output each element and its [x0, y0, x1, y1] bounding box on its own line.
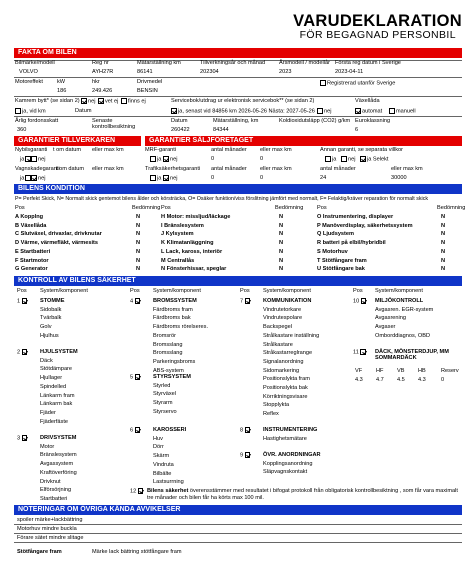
notering-line-2: Motorhuv mindre buckla — [17, 526, 77, 532]
group-11-num — [353, 349, 367, 356]
document-title: VARUDEKLARATION — [293, 12, 462, 30]
vagn-nej-label: nej — [38, 175, 46, 182]
annan-ja-label: ja — [332, 156, 337, 163]
kontroll-col-sys-2: System/komponent — [153, 288, 201, 294]
label-bilmarke: Bilmärke/modell — [15, 60, 55, 66]
system-component: Strålkastare — [263, 341, 293, 348]
label-besiktning-km: Mätarställning, km — [213, 118, 259, 124]
checkbox-checked-icon — [245, 452, 251, 458]
condition-item-label: N Fönsterhissar, speglar — [161, 266, 227, 273]
system-component: Lastsurrning — [153, 479, 184, 486]
system-component: Hastighetsmätare — [263, 435, 307, 442]
label-fordonsskatt: Årlig fordonsskatt — [15, 118, 59, 124]
condition-item-rating: N — [279, 248, 284, 255]
condition-item-label: R batteri på elbil/hybridbil — [317, 240, 386, 247]
label-trafiksakerhet: Trafiksäkerhetsgaranti — [145, 166, 201, 172]
system-component: Släpvagnskontakt — [263, 469, 308, 476]
annan-ja[interactable] — [325, 156, 336, 163]
condition-item-rating: N — [279, 240, 284, 247]
checkbox-icon — [31, 156, 37, 162]
group-9-num — [240, 452, 252, 459]
system-component: Golv — [40, 324, 52, 331]
group-title: STYRSYSTEM — [153, 374, 191, 380]
label-hkr: hkr — [92, 79, 100, 85]
group-title: ÖVR. ANORDNINGAR — [263, 452, 321, 458]
manuell-label: manuell — [396, 108, 416, 115]
label-tillverkningsar: Tillverkningsår och månad — [200, 60, 266, 66]
checkbox-icon — [150, 156, 156, 162]
group-number: 1 — [17, 298, 21, 305]
condition-item-rating: N — [279, 214, 284, 220]
label-kamrem-datum: Datum — [75, 108, 92, 114]
reg-outside-checkbox[interactable] — [320, 80, 395, 87]
system-component: Dörr — [153, 444, 164, 451]
kontroll-col-pos-3: Pos — [240, 288, 250, 294]
value-mrf-antal: 0 — [211, 156, 215, 162]
kondition-legend: P= Perfekt Skick, N= Normalt skick gentemot bilens ålder och körsträcka, O= Osäker funktion/viss förslitning jämfört med normalt, F= Felaktig/kräver reparation för normalt skick — [15, 196, 429, 202]
group-4-num — [130, 298, 142, 305]
checkbox-checked-icon — [360, 349, 366, 355]
condition-item-rating: N — [136, 240, 141, 247]
tread-value: 4.5 — [397, 377, 405, 383]
garanti-saljforetag-header: GARANTIER SÄLJFÖRETAGET — [145, 136, 462, 146]
notering-bottom-label: Stötfångare fram — [17, 549, 62, 555]
system-component: Skärm — [153, 453, 170, 460]
group-number: 3 — [17, 435, 21, 442]
checkbox-icon — [341, 156, 347, 162]
notering-line-1: spoiler märke+lackbättring — [17, 517, 83, 523]
label-nyb-tom: t om datum — [53, 147, 81, 153]
condition-item-rating: N — [136, 214, 141, 220]
trafik-ja-label: ja — [157, 175, 162, 182]
condition-item-rating: N — [441, 266, 446, 273]
mrf-ja[interactable] — [150, 156, 161, 163]
group-12-num — [130, 488, 145, 495]
system-component: Parkeringsbroms — [153, 358, 196, 365]
group-7-num — [240, 298, 252, 305]
system-component: Kraftöverföring — [40, 469, 77, 476]
checkbox-checked-icon — [355, 108, 361, 114]
checkbox-checked-icon — [135, 298, 141, 304]
group-3-num — [17, 435, 29, 442]
system-component: Avgasrening — [375, 315, 406, 322]
tread-header: VF — [355, 368, 363, 374]
kond-col-pos-3: Pos — [317, 205, 327, 211]
system-component: Spindelled — [40, 383, 67, 390]
system-component: Bromsslang — [153, 341, 183, 348]
system-component: Motor — [40, 443, 55, 450]
system-component: Styrväxel — [153, 391, 177, 398]
system-component: Signalanordning — [263, 358, 304, 365]
value-fordonsskatt: 360 — [17, 127, 27, 133]
checkbox-icon — [15, 108, 21, 114]
condition-item-label: U Stötfångare bak — [317, 266, 365, 273]
kamrem-ja-vid[interactable] — [15, 108, 46, 115]
system-component: Bränslesystem — [40, 452, 77, 459]
kond-col-pos-1: Pos — [15, 205, 25, 211]
label-servicebok: Servicebok/utdrag ur elektronisk servicebok** (se sidan 2) — [171, 98, 315, 104]
system-component: Strålkastare inställning — [263, 332, 320, 339]
checkbox-checked-icon — [31, 175, 37, 181]
condition-item-rating: N — [279, 257, 284, 264]
system-component: Färdbroms rörelseres. — [153, 324, 209, 331]
system-component: Avgasren. EGR-system — [375, 306, 434, 313]
checkbox-checked-icon — [163, 175, 169, 181]
servicebok-nej[interactable] — [317, 108, 331, 115]
system-component: Avgassystem — [40, 461, 74, 468]
label-euroklass: Euroklassning — [355, 118, 391, 124]
group-title: STOMME — [40, 298, 65, 304]
value-besiktning-datum: 260422 — [171, 127, 190, 133]
mrf-nej[interactable] — [163, 156, 177, 163]
system-component: Sidomarkering — [263, 367, 300, 374]
value-trafik-max: 0 — [260, 175, 264, 181]
kontroll-col-sys-1: System/komponent — [40, 288, 88, 294]
condition-item-rating: N — [279, 231, 284, 238]
value-annan-antal: 24 — [320, 175, 327, 181]
kond-col-bed-3: Bedömning — [437, 205, 466, 211]
condition-item-rating: N — [441, 240, 446, 247]
group-title: DRIVSYSTEM — [40, 435, 77, 441]
reg-outside-label: Registrerad utanför Sverige — [327, 80, 396, 87]
value-kw: 186 — [57, 88, 67, 94]
condition-item-label: F Startmotor — [15, 257, 49, 264]
system-component: Hjullager — [40, 375, 63, 382]
annan-nej-label: nej — [348, 156, 356, 163]
tread-value: 4.3 — [418, 377, 426, 383]
kond-col-bed-2: Bedömning — [275, 205, 304, 211]
condition-item-rating: N — [136, 257, 141, 264]
group-6-num — [130, 427, 142, 434]
trafik-nej[interactable] — [163, 175, 177, 182]
checkbox-icon — [320, 80, 326, 86]
system-component: Drivknut — [40, 478, 61, 485]
condition-item-label: T Stötfångare fram — [317, 257, 367, 264]
checkbox-icon — [317, 108, 323, 114]
system-component: Startbatteri — [40, 495, 68, 502]
system-component: Styrservo — [153, 408, 177, 415]
label-nyb-max: eller max km — [92, 147, 124, 153]
kamrem-vet-ej[interactable] — [98, 98, 118, 105]
garanti-tillverkare-header: GARANTIER TILLVERKAREN — [14, 136, 141, 146]
checkbox-icon — [150, 175, 156, 181]
system-component: Körriktningsvisare — [263, 393, 308, 400]
condition-item-label: H Motor: missljud/läckage — [161, 214, 231, 220]
label-mrf-max: eller max km — [260, 147, 292, 153]
kond-col-bed-1: Bedömning — [132, 205, 161, 211]
condition-item-label: S Motorhuv — [317, 248, 348, 255]
system-component: Färdbroms bak — [153, 315, 191, 322]
condition-item-label: B Växellåda — [15, 222, 47, 229]
servicebok-value: ja, senast vid 84856 km 2026-05-26 Nästa: 2027-05-26 — [178, 108, 315, 115]
value-drivmedel: BENSIN — [137, 88, 158, 94]
condition-item-rating: N — [136, 266, 141, 273]
mrf-ja-label: ja — [157, 156, 162, 163]
label-drivmedel: Drivmedel — [137, 79, 163, 85]
condition-item-label: I Bränslesystem — [161, 222, 204, 229]
system-component: Avgaser — [375, 324, 396, 331]
system-component: Reflex — [263, 411, 279, 418]
checkbox-checked-icon — [245, 427, 251, 433]
system-component: Kopplingsanordning — [263, 460, 313, 467]
label-regnr: Reg nr — [92, 60, 109, 66]
system-component: Vindrutetorkare — [263, 306, 302, 313]
system-component: Fjäderfäste — [40, 418, 68, 425]
label-trafik-antal: antal månader — [211, 166, 247, 172]
trafik-ja[interactable] — [150, 175, 161, 182]
value-forsta-reg: 2023-04-11 — [335, 69, 364, 75]
checkbox-checked-icon — [163, 156, 169, 162]
group-number: 10 — [353, 298, 360, 305]
value-besiktning-km: 84344 — [213, 127, 229, 133]
value-euroklass: 6 — [355, 127, 359, 133]
kond-col-pos-2: Pos — [161, 205, 171, 211]
group-title: KOMMUNIKATION — [263, 298, 312, 304]
label-motoreffekt: Motoreffekt — [15, 79, 43, 85]
condition-item-label: K Klimatanläggning — [161, 240, 214, 247]
label-forsta-reg: Första reg datum i Sverige — [335, 60, 401, 66]
label-vagn-max: eller max km — [92, 166, 124, 172]
condition-item-rating: N — [441, 231, 446, 238]
tread-value: 4.3 — [355, 377, 363, 383]
system-component: Stråkastarreglrange — [263, 350, 313, 357]
checkbox-checked-icon — [171, 108, 177, 114]
condition-item-label: P Manöverdisplay, säkerhetssystem — [317, 222, 413, 229]
group-number: 7 — [240, 298, 244, 305]
group-1-num — [17, 298, 29, 305]
system-component: Backspegel — [263, 324, 292, 331]
checkbox-checked-icon — [138, 488, 144, 494]
label-matarstallning: Mätarställning km — [137, 60, 181, 66]
group-title: KAROSSERI — [153, 427, 187, 433]
label-vagn-tom: t om datum — [56, 166, 84, 172]
label-annan-antal: antal månader — [320, 166, 356, 172]
mrf-nej-label: nej — [170, 156, 178, 163]
condition-item-label: M Centrallås — [161, 257, 195, 264]
kamrem-finns-ej[interactable] — [121, 98, 146, 105]
tread-header: Reserv — [441, 368, 459, 374]
group-12-rest: överensstämmer med resultatet i bifogat protokoll från obligatorisk kontrollbesiktning , som får vara maximalt tre månader och bilen får ha körts max 100 mil. — [147, 488, 458, 502]
condition-item-rating: N — [441, 214, 446, 220]
document-subtitle: FÖR BEGAGNAD PERSONBIL — [299, 29, 456, 41]
fakta-header: FAKTA OM BILEN — [14, 48, 462, 58]
checkbox-icon — [389, 108, 395, 114]
annan-selekt[interactable] — [360, 156, 388, 163]
kamrem-nej-label: nej — [88, 98, 96, 105]
system-component: Färdbroms fram — [153, 306, 193, 313]
condition-item-rating: N — [136, 248, 141, 255]
condition-item-label: D Värme, värmefläkt, värmesits — [15, 240, 99, 247]
group-number: 9 — [240, 452, 244, 459]
selekt-label: ja Selekt — [367, 156, 389, 163]
system-component: Hjulhus — [40, 332, 59, 339]
nyb-nej-label: nej — [38, 156, 46, 163]
group-title: INSTRUMENTERING — [263, 427, 318, 433]
kontroll-col-sys-3: System/komponent — [263, 288, 311, 294]
label-besiktning-datum: Datum — [171, 118, 188, 124]
vaxellada-manuell[interactable] — [389, 108, 416, 115]
checkbox-checked-icon — [22, 435, 28, 441]
nyb-ja-label: ja — [20, 156, 25, 163]
value-matarstallning: 86141 — [137, 69, 153, 75]
label-kontrollbesiktning: Senaste kontrollbesiktning — [92, 118, 136, 131]
label-vaxellada: Växellåda — [355, 98, 380, 104]
condition-item-rating: N — [441, 257, 446, 264]
group-title: MILJÖKONTROLL — [375, 298, 424, 304]
group-11-num-text: 11 — [353, 349, 359, 356]
condition-item-rating: N — [441, 248, 446, 255]
system-component: Stötdämpare — [40, 366, 73, 373]
kontroll-col-sys-4: System/komponent — [375, 288, 423, 294]
value-regnr: AYH27R — [92, 69, 114, 75]
label-kamrem: Kamrem bytt* (se sidan 2) — [15, 98, 80, 104]
group-12-bold: Bilens säkerhet — [147, 488, 189, 494]
label-mrf: MRF-garanti — [145, 147, 177, 153]
system-component: Vindrutespolare — [263, 315, 303, 322]
checkbox-checked-icon — [81, 98, 87, 104]
nyb-nej[interactable] — [31, 156, 45, 163]
system-component: Elförsörjning — [40, 487, 72, 494]
checkbox-checked-icon — [361, 298, 367, 304]
system-component: Stopplykta — [263, 402, 290, 409]
tread-value: 0 — [441, 377, 445, 383]
tread-header: HB — [418, 368, 426, 374]
system-component: Positionslykta fram — [263, 376, 310, 383]
system-component: ABS-system — [153, 367, 184, 374]
system-component: Bromsrör — [153, 332, 176, 339]
condition-item-label: G Generator — [15, 266, 48, 273]
checkbox-icon — [121, 98, 127, 104]
system-component: Vindruta — [153, 461, 174, 468]
tread-header: VB — [397, 368, 405, 374]
label-co2: Koldioxidutsläpp (CO2) g/km — [279, 118, 351, 124]
noteringar-header: NOTERINGAR OM ÖVRIGA KÄNDA AVVIKELSER — [14, 505, 462, 515]
condition-item-rating: N — [279, 222, 284, 229]
system-component: Bromsslang — [153, 350, 183, 357]
condition-item-label: O Instrumentering, displayer — [317, 214, 394, 220]
system-component: Positionslykta bak — [263, 385, 308, 391]
condition-item-rating: N — [136, 222, 141, 229]
group-number: 5 — [130, 374, 134, 381]
condition-item-label: C Slutväxel, drivaxlar, drivknutar — [15, 231, 102, 238]
system-component: Styrarm — [153, 400, 173, 407]
checkbox-checked-icon — [98, 98, 104, 104]
condition-item-rating: N — [136, 231, 141, 238]
system-component: Styrled — [153, 382, 171, 389]
servicebok-ja[interactable] — [171, 108, 315, 115]
notering-bottom-text: Märke lack bättring stötfångare fram — [92, 549, 182, 555]
kamrem-nej[interactable] — [81, 98, 95, 105]
condition-item-label: J Kylsystem — [161, 231, 194, 238]
system-component: Huv — [153, 435, 163, 442]
kontroll-col-pos-1: Pos — [17, 288, 27, 294]
value-annan-max: 30000 — [391, 175, 407, 181]
checkbox-checked-icon — [135, 374, 141, 380]
kamrem-ja-vid-label: ja, vid km — [22, 108, 46, 115]
group-12-num-text: 12 — [130, 488, 137, 495]
annan-nej[interactable] — [341, 156, 355, 163]
group-number: 4 — [130, 298, 134, 305]
trafik-nej-label: nej — [170, 175, 178, 182]
value-bilmarke: VOLVO — [19, 69, 38, 75]
checkbox-checked-icon — [22, 349, 28, 355]
group-number: 8 — [240, 427, 244, 434]
system-component: Länkarm fram — [40, 392, 75, 399]
system-component: Däck — [40, 357, 53, 364]
checkbox-checked-icon — [135, 427, 141, 433]
servicebok-nej-label: nej — [324, 108, 332, 115]
label-kw: kW — [57, 79, 66, 85]
tread-header: HF — [376, 368, 384, 374]
kondition-header: BILENS KONDITION — [14, 184, 462, 194]
value-mrf-max: 0 — [260, 156, 264, 162]
system-component: Sidobalk — [40, 306, 62, 313]
group-number: 6 — [130, 427, 134, 434]
group-12-text — [147, 488, 459, 503]
group-title: BROMSSYSTEM — [153, 298, 197, 304]
kontroll-col-pos-4: Pos — [353, 288, 363, 294]
notering-line-3: Förare sätet mindre slitage — [17, 535, 84, 541]
condition-item-rating: N — [279, 266, 284, 273]
label-annan-garanti: Annan garanti, se separata villkor — [320, 147, 404, 153]
label-arsmodell: Årsmodell / modellår — [279, 60, 330, 66]
condition-item-label: L Lack, kaross, interiör — [161, 248, 223, 255]
condition-item-label: Q Ljudsystem — [317, 231, 354, 238]
tread-value: 4.7 — [376, 377, 384, 383]
system-component: Fjäder — [40, 409, 56, 416]
kontroll-col-pos-2: Pos — [130, 288, 140, 294]
label-mrf-antal: antal månader — [211, 147, 247, 153]
label-vagnskadegaranti: Vagnskadegaranti — [15, 166, 60, 172]
vaxellada-automat[interactable] — [355, 108, 382, 115]
vagn-ja-label: ja — [20, 175, 25, 182]
label-trafik-max: eller max km — [260, 166, 292, 172]
group-10-num — [353, 298, 368, 305]
value-arsmodell: 2023 — [279, 69, 292, 75]
condition-item-label: E Startbatteri — [15, 248, 51, 255]
system-component: Tvärbalk — [40, 315, 62, 322]
value-trafik-antal: 0 — [211, 175, 215, 181]
group-11-title: DÄCK, MÖNSTERDJUP, MM SOMMARDÄCK — [375, 349, 449, 362]
group-5-num — [130, 374, 142, 381]
group-title: HJULSYSTEM — [40, 349, 78, 355]
system-component: Bilbälte — [153, 470, 172, 477]
checkbox-checked-icon — [22, 298, 28, 304]
label-nybilsgaranti: Nybilsgaranti — [15, 147, 48, 153]
group-number: 2 — [17, 349, 21, 356]
system-component: Omborddiagnos, OBD — [375, 332, 431, 339]
kontroll-header: KONTROLL AV BILENS SÄKERHET — [14, 276, 462, 286]
kamrem-finns-ej-label: finns ej — [128, 98, 146, 105]
group-8-num — [240, 427, 252, 434]
checkbox-checked-icon — [245, 298, 251, 304]
value-tillverkningsar: 202304 — [200, 69, 219, 75]
automat-label: automat — [362, 108, 383, 115]
value-hkr: 249.426 — [92, 88, 113, 94]
group-2-num — [17, 349, 29, 356]
checkbox-checked-icon — [360, 156, 366, 162]
system-component: Länkarm bak — [40, 401, 73, 408]
vagn-nej[interactable] — [31, 175, 45, 182]
checkbox-icon — [325, 156, 331, 162]
kamrem-vet-ej-label: vet ej — [105, 98, 119, 105]
condition-item-label: A Kopplng — [15, 214, 44, 220]
label-annan-max: eller max km — [391, 166, 423, 172]
condition-item-rating: N — [441, 222, 446, 229]
